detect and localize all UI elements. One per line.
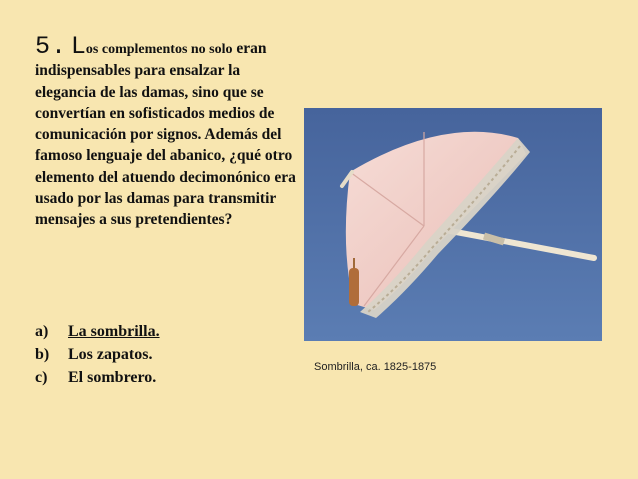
- answer-list: [35, 320, 295, 389]
- answer-letter: c): [35, 369, 48, 386]
- answer-letter: a): [35, 323, 49, 340]
- question-number: 5.: [35, 32, 68, 61]
- answer-text: La sombrilla.: [68, 323, 160, 340]
- answer-b[interactable]: [35, 343, 295, 366]
- parasol-illustration: [304, 108, 602, 341]
- question-text: [35, 32, 297, 231]
- answer-letter: b): [35, 346, 50, 363]
- answer-text: Los zapatos.: [68, 346, 153, 363]
- question-body: eran indispensables para ensalzar la elegancia de las damas, sino que se convertían en sofisticados medios de comunicación por signos. Además del famoso lenguaje del abanico, ¿qué otro elemento del atuendo decimonónico era usado por las damas para transmitir mensajes a sus pretendientes?: [35, 40, 296, 229]
- answer-a[interactable]: [35, 320, 295, 343]
- question-first-line: os complementos no solo: [85, 42, 233, 57]
- parasol-photo: [304, 108, 602, 341]
- drop-initial: L: [70, 32, 86, 61]
- answer-text: El sombrero.: [68, 369, 157, 386]
- tassel: [349, 268, 359, 306]
- answer-c[interactable]: [35, 366, 295, 389]
- photo-caption: Sombrilla, ca. 1825-1875: [314, 361, 437, 373]
